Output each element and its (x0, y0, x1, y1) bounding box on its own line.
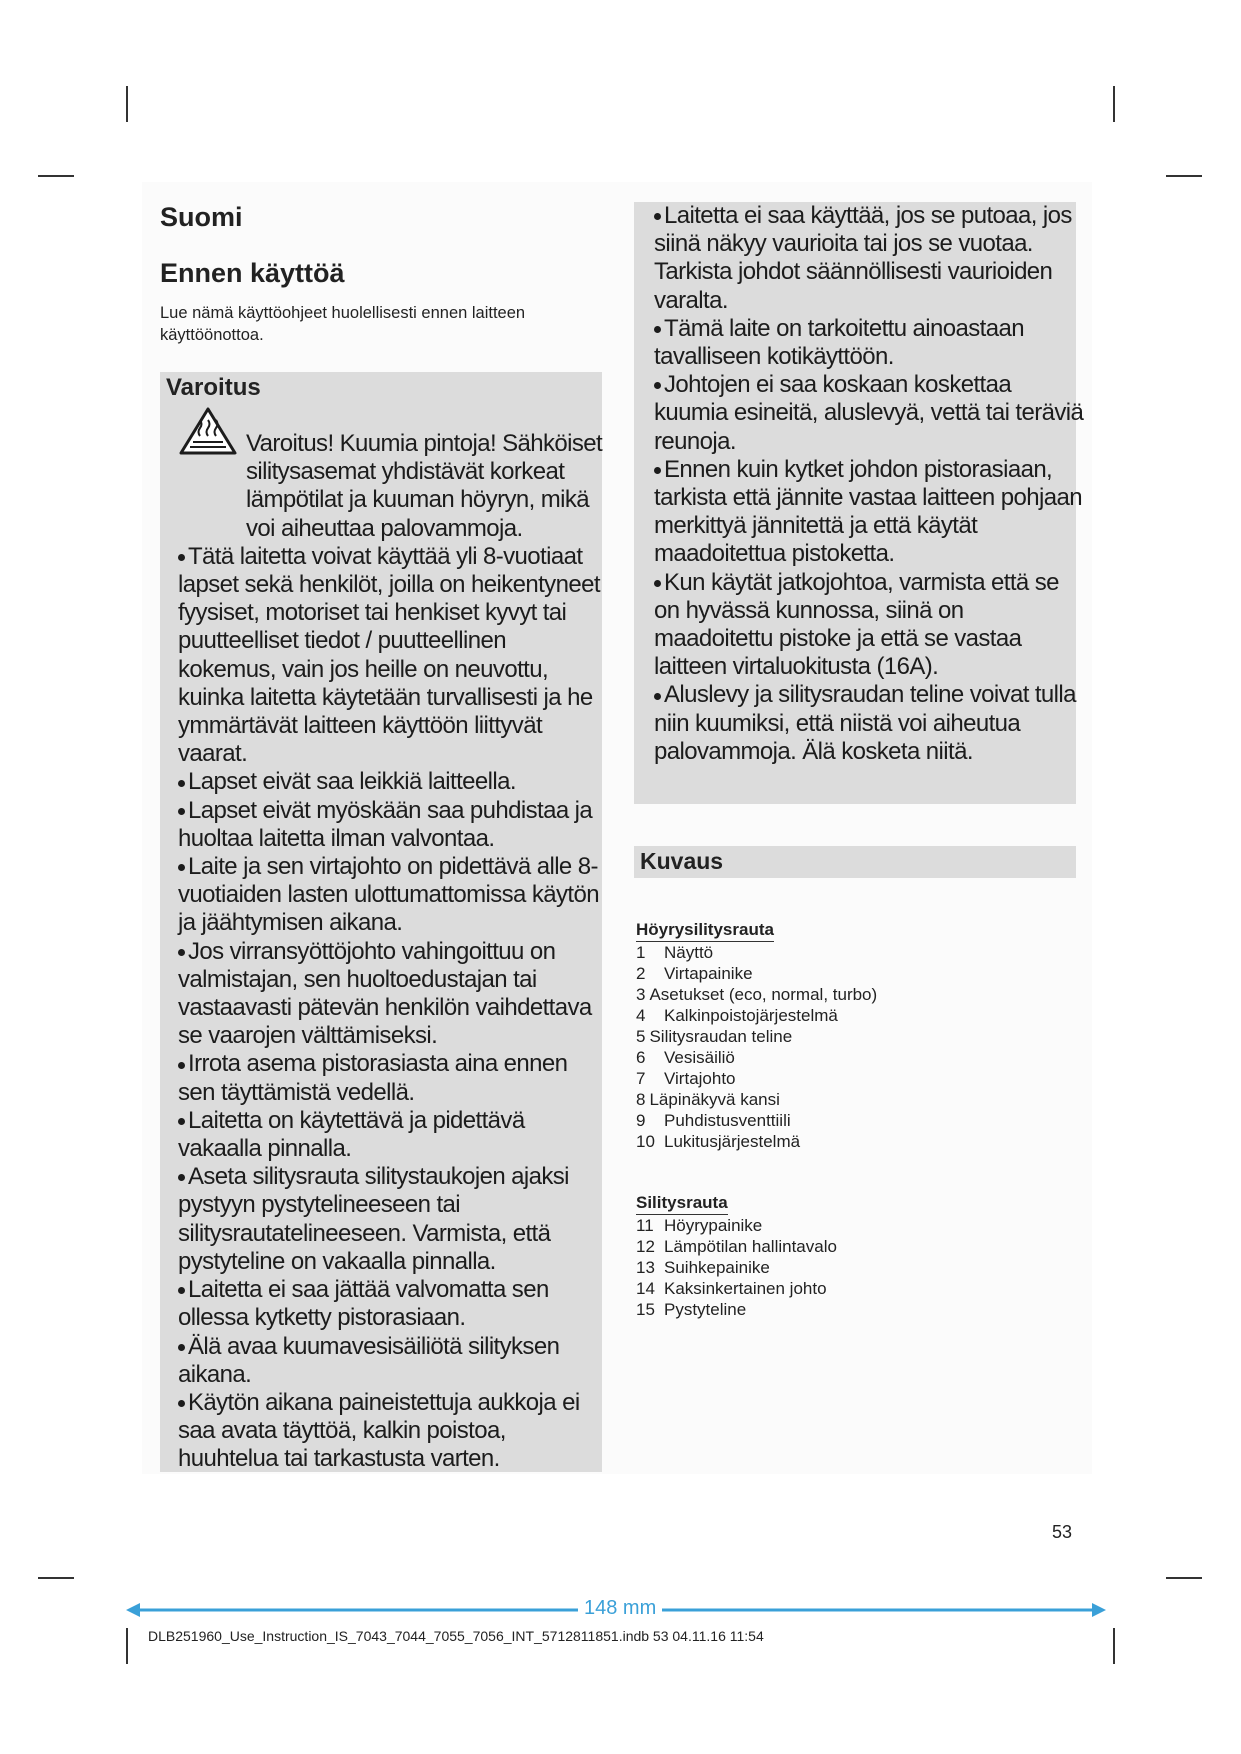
warning-paragraph: Laite ja sen virtajohto on pidettävä alle 8-vuotiaiden lasten ulottumattomissa käytön ja jäähtymisen aikana. (178, 853, 599, 937)
list-item: 10 Lukitusjärjestelmä (636, 1132, 801, 1151)
crop-mark (38, 175, 74, 177)
ruler-label: 148 mm (578, 1597, 662, 1620)
crop-mark (1113, 1628, 1115, 1664)
warning-paragraph: Jos virransyöttöjohto vahingoittuu on valmistajan, sen huoltoedustajan tai vastaavasti pätevän henkilön vaihdettava se vaarojen välttämiseksi. (178, 937, 592, 1050)
language-heading: Suomi (160, 202, 243, 232)
warning-paragraph: Varoitus! Kuumia pintoja! Sähköiset silitysasemat yhdistävät korkeat lämpötilat ja kuuman höyryn, mikä voi aiheuttaa palovammoja. (246, 430, 603, 542)
list-item: 1 Näyttö (636, 943, 714, 962)
warning-paragraph: Kun käytät jatkojohtoa, varmista että se on hyvässä kunnossa, siinä on maadoitettu pistoke ja että se vastaa laitteen virtaluokitusta (16A). (654, 568, 1059, 681)
list-item: 6 Vesisäiliö (636, 1048, 735, 1067)
warning-paragraph: Laitetta ei saa käyttää, jos se putoaa, jos siinä näkyy vaurioita tai jos se vuotaa. Tarkista johdot säännöllisesti vaurioiden varalta. (654, 202, 1072, 314)
warning-paragraph: Aluslevy ja silitysraudan teline voivat tulla niin kuumiksi, että niistä voi aiheutua palovammoja. Älä kosketa niitä. (654, 681, 1076, 765)
parts-list-iron (636, 1215, 837, 1320)
page-number: 53 (1052, 1522, 1073, 1542)
intro-text: Lue nämä käyttöohjeet huolellisesti ennen laitteen käyttöönottoa. (160, 304, 526, 344)
warning-text-column-1 (178, 430, 608, 1474)
parts-list-station (636, 942, 877, 1152)
description-title: Kuvaus (640, 848, 724, 874)
warning-paragraph: Älä avaa kuumavesisäiliötä silityksen aikana. (178, 1332, 560, 1388)
warning-paragraph: Laitetta on käytettävä ja pidettävä vakaalla pinnalla. (178, 1106, 525, 1163)
warning-paragraph: Johtojen ei saa koskaan koskettaa kuumia esineitä, aluslevyä, vettä tai teräviä reunoja. (654, 371, 1084, 455)
warning-paragraph: Tätä laitetta voivat käyttää yli 8-vuotiaat lapset sekä henkilöt, joilla on heikentyneet fyysiset, motoriset tai henkiset kyvyt tai puutteelliset tiedot / puutteellinen kokemus, vain jos heille on neuvottu, kuinka laitetta käytetään turvallisesti ja he ymmärtävät laitteen käyttöön liittyvät vaarat. (178, 542, 600, 768)
section-heading: Ennen käyttöä (160, 258, 345, 288)
crop-mark (126, 1628, 128, 1664)
warning-paragraph: Aseta silitysrauta silitystaukojen ajaksi pystyyn pystytelineeseen tai silitysrautatelineeseen. Varmista, että pystyteline on vakaalla pinnalla. (178, 1163, 569, 1275)
list-item: 9 Puhdistusventtiili (636, 1111, 791, 1130)
crop-mark (1166, 175, 1202, 177)
warning-paragraph: Irrota asema pistorasiasta aina ennen sen täyttämistä vedellä. (178, 1050, 568, 1106)
warning-paragraph: Käytön aikana paineistettuja aukkoja ei saa avata täyttöä, kalkin poistoa, huuhtelua tai tarkastusta varten. (178, 1388, 580, 1473)
list-item: 4 Kalkinpoistojärjestelmä (636, 1006, 838, 1025)
warning-title: Varoitus (166, 374, 261, 401)
print-footer: DLB251960_Use_Instruction_IS_7043_7044_7055_7056_INT_5712811851.indb 53 04.11.16 11:54 (148, 1628, 764, 1644)
list-item: 7 Virtajohto (636, 1069, 736, 1088)
crop-mark (38, 1577, 74, 1579)
group-title-iron: Silitysrauta (636, 1193, 728, 1215)
warning-paragraph: Laitetta ei saa jättää valvomatta sen ollessa kytketty pistorasiaan. (178, 1276, 549, 1332)
list-item: 12 Lämpötilan hallintavalo (636, 1237, 837, 1256)
warning-paragraph: Lapset eivät myöskään saa puhdistaa ja huoltaa laitetta ilman valvontaa. (178, 796, 593, 852)
crop-mark (1113, 86, 1115, 122)
group-title-steam-iron-station: Höyrysilitysrauta (636, 920, 774, 942)
list-item: 13 Suihkepainike (636, 1258, 770, 1277)
list-item: 8 Läpinäkyvä kansi (636, 1090, 780, 1109)
warning-paragraph: Tämä laite on tarkoitettu ainoastaan tavalliseen kotikäyttöön. (654, 314, 1024, 371)
list-item: 3 Asetukset (eco, normal, turbo) (636, 985, 878, 1004)
list-item: 11 Höyrypainike (636, 1216, 763, 1235)
list-item: 14 Kaksinkertainen johto (636, 1279, 827, 1298)
crop-mark (126, 86, 128, 122)
list-item: 15 Pystyteline (636, 1300, 747, 1319)
list-item: 2 Virtapainike (636, 964, 753, 983)
list-item: 5 Silitysraudan teline (636, 1027, 793, 1046)
warning-text-column-2 (654, 202, 1084, 766)
crop-mark (1166, 1577, 1202, 1579)
warning-paragraph: Lapset eivät saa leikkiä laitteella. (178, 768, 608, 796)
warning-paragraph: Ennen kuin kytket johdon pistorasiaan, tarkista että jännite vastaa laitteen pohjaan merkittyä jännitettä ja että käytät maadoitettua pistoketta. (654, 455, 1082, 568)
